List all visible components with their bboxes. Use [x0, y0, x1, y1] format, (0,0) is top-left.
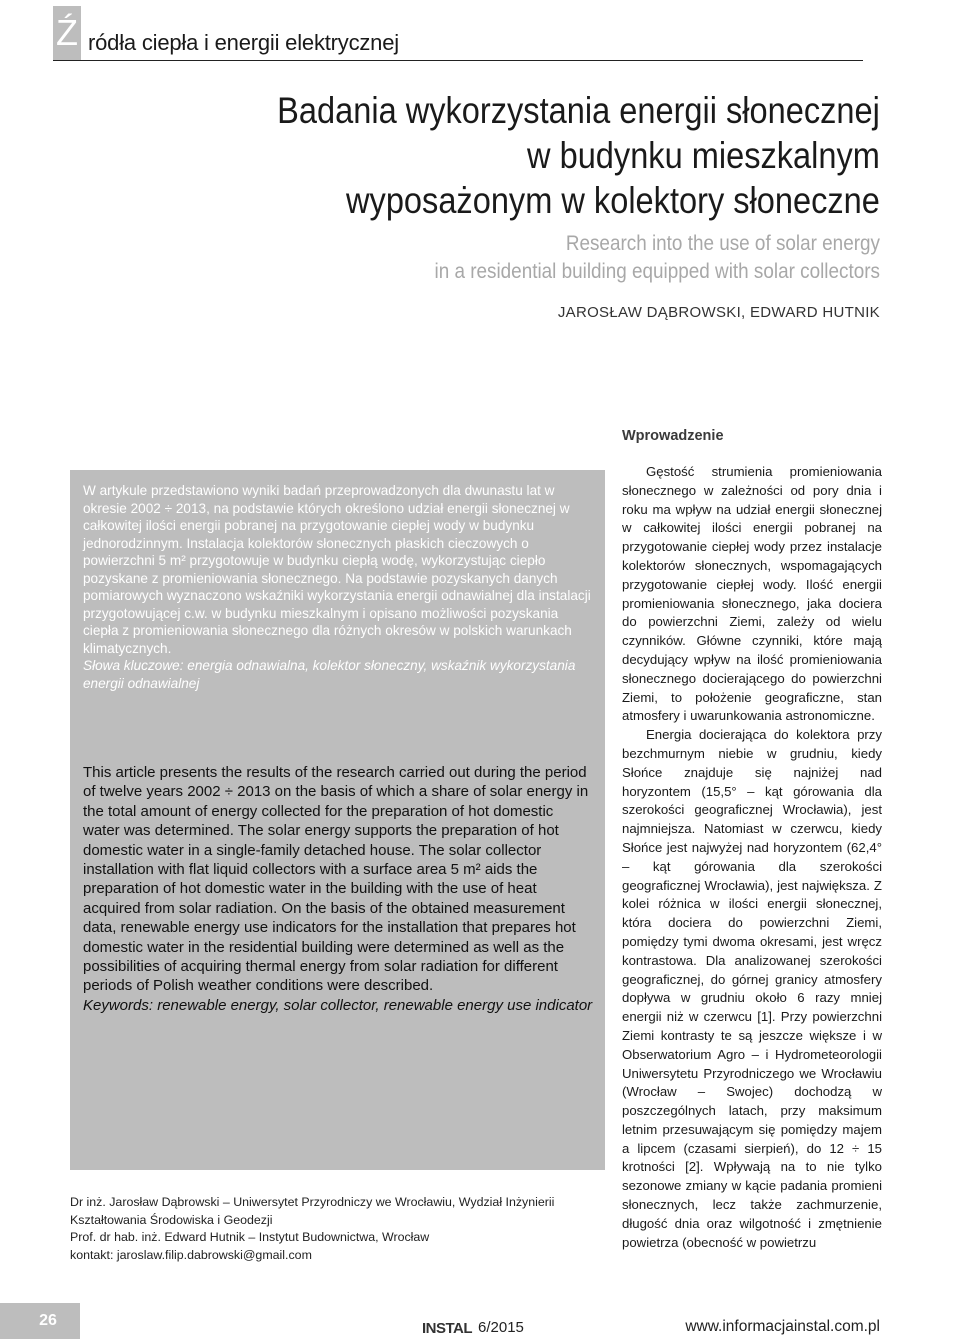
- abstract-english-body: This article presents the results of the research carried out during the period of twelve years 2002 ÷ 2013 on the basis of which a share of solar energy in the total amount of energy collected for the preparation of hot domestic water was determined. The solar energy supports the preparation of hot domestic water in a single-family detached house. The solar collector installation with flat liquid collectors with a surface area 5 m² aids the preparation of hot domestic water in the building with the use of heat acquired from solar radiation. On the basis of the obtained measurement data, renewable energy use indicators for the installation that prepares hot domestic water in the residential building were determined as well as the possibilities of acquiring thermal energy from solar radiation for different periods of Polish weather conditions were described.: [83, 764, 589, 995]
- intro-paragraph-1: Gęstość strumienia promieniowania słonecznego w zależności od pory dnia i roku ma wpływ na udział energii słonecznej w całkowitej ilości energii pobranej na przygotowanie ciepłej wody przez instalacje kolektorów słonecznych, wspomagających przygotowanie ciepłej wody. Ilość energii promieniowania słonecznego, jaka dociera do powierzchni Ziemi, zależy od wielu czynników. Główne czynniki, które mają decydujący wpływ na ilość promieniowania słonecznego docierającego do powierzchni Ziemi, to położenie geograficzne, stan atmosfery i uwarunkowania astronomiczne.: [622, 464, 882, 724]
- journal-url[interactable]: www.informacjainstal.com.pl: [685, 1318, 880, 1335]
- subtitle-line-1: Research into the use of solar energy: [565, 232, 880, 255]
- section-initial: Ź: [53, 6, 81, 60]
- abstract-polish: [83, 482, 593, 692]
- abstract-polish-keywords: Słowa kluczowe: energia odnawialna, kolektor słoneczny, wskaźnik wykorzystania energii odnawialnej: [83, 658, 576, 691]
- authors: JAROSŁAW DĄBROWSKI, EDWARD HUTNIK: [557, 304, 880, 321]
- section-rule: [53, 60, 863, 61]
- article-title: [277, 88, 880, 223]
- journal-issue: 6/2015: [478, 1319, 524, 1336]
- affiliation-2: Prof. dr hab. inż. Edward Hutnik – Instytut Budownictwa, Wrocław: [70, 1230, 430, 1245]
- intro-heading: Wprowadzenie: [622, 428, 724, 444]
- section-title: ródła ciepła i energii elektrycznej: [88, 30, 399, 55]
- abstract-polish-body: W artykule przedstawiono wyniki badań przeprowadzonych dla dwunastu lat w okresie 2002 ÷ 2013, na podstawie których określono udział energii słonecznej w całkowitej ilości energii pobranej na przygotowanie ciepłej wody w budynku jednorodzinnym. Instalacja kolektorów słonecznych płaskich cieczowych o powierzchni 5 m² przygotowuje w budynku ciepłą wodę, wykorzystując ciepło pozyskane z promieniowania słonecznego. Na podstawie pozyskanych danych pomiarowych wyznaczono wskaźniki wykorzystania energii odnawialnej dla instalacji przygotowującej c.w. w budynku mieszkalnym i opisano możliwości pozyskania ciepła z promieniowania słonecznego dla różnych okresów w polskich warunkach klimatycznych.: [83, 483, 591, 656]
- title-line-2: w budynku mieszkalnym: [527, 135, 880, 176]
- contact-email[interactable]: kontakt: jaroslaw.filip.dabrowski@gmail.com: [70, 1247, 312, 1262]
- affiliation-1: Dr inż. Jarosław Dąbrowski – Uniwersytet Przyrodniczy we Wrocławiu, Wydział Inżynierii Kształtowania Środowiska i Geodezji: [70, 1195, 555, 1227]
- abstract-english: [83, 763, 593, 1015]
- abstract-english-keywords: Keywords: renewable energy, solar collector, renewable energy use indicator: [83, 996, 593, 1014]
- subtitle-line-2: in a residential building equipped with solar collectors: [434, 260, 880, 283]
- title-line-3: wyposażonym w kolektory słoneczne: [346, 180, 880, 221]
- intro-text: [622, 463, 882, 1252]
- intro-paragraph-2: Energia docierająca do kolektora przy bezchmurnym niebie w grudniu, kiedy Słońce znajduje się najniżej nad horyzontem (15,5° – kąt górowania dla szerokości geograficznej Wrocławia), jest najmniejsza. Natomiast w czerwcu, kiedy Słońce jest najwyżej nad horyzontem (62,4° – kąt górowania dla szerokości geograficznej Wrocławia), jest największa. Z kolei różnica w ilości energii słonecznej, która dociera do powierzchni Ziemi, pomiędzy tymi dwoma okresami, jest wręcz kontrastowa. Dla analizowanej szerokości geograficznej, do górnej granicy atmosfery dopływa w grudniu około 6 razy mniej energii niż w czerwcu [1]. Przy powierzchni Ziemi kontrasty te są jeszcze większe i w Obserwatorium Agro – i Hydrometeorologii Uniwersytetu Przyrodniczego we Wrocławiu (Wrocław – Swojec) dochodzą w poszczególnych latach, przy maksimum letnim przesuwającym się pomiędzy majem a lipcem (czasami sierpień), do 12 ÷ 15 krotności [2]. Wpływają na to nie tylko sezonowe zmiany w kącie padania promieni słonecznych, lecz także zachmurzenie, długość dnia oraz wilgotność i zmętnienie powietrza (obecność w powietrzu: [622, 727, 882, 1250]
- journal-logo: INSTAL: [422, 1320, 473, 1337]
- page-number-text: 26: [39, 1312, 57, 1329]
- page-number: [0, 1303, 80, 1339]
- title-line-1: Badania wykorzystania energii słonecznej: [277, 90, 880, 131]
- article-subtitle: [435, 230, 880, 286]
- affiliations: [70, 1194, 610, 1264]
